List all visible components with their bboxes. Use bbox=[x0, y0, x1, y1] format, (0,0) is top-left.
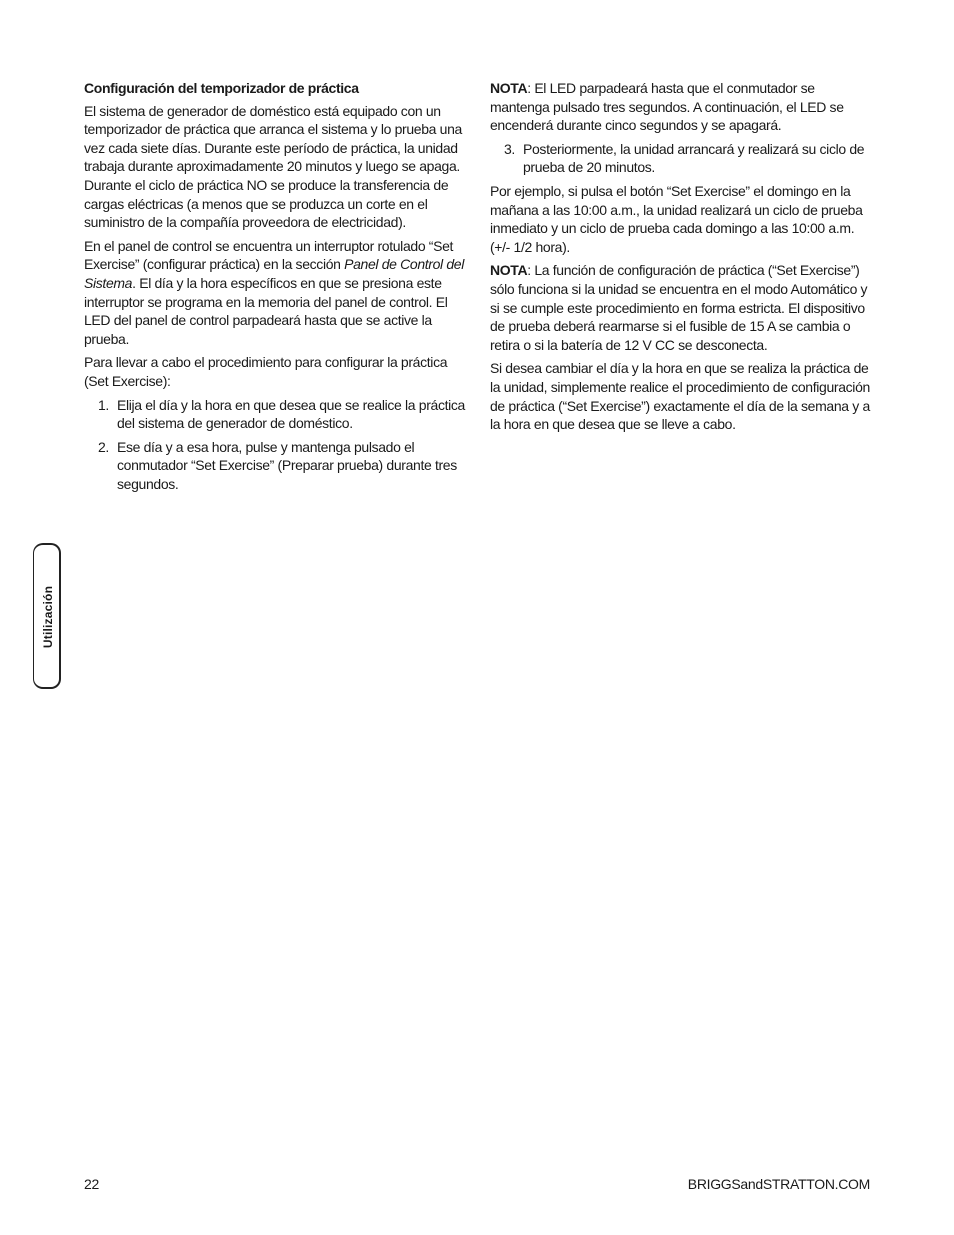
note-text: : La función de configuración de práctica (“Set Exercise”) sólo funciona si la unidad se encuentra en el modo Automático y si se cumple este procedimiento en forma estricta. El dispositivo de prueba deberá rearmarse si el fusible de 15 A se cambia o retira o si la batería de 12 V CC se desconecta. bbox=[490, 262, 868, 353]
step-number: 2. bbox=[98, 438, 109, 455]
note-label: NOTA bbox=[490, 80, 528, 96]
change-schedule-paragraph: Si desea cambiar el día y la hora en que se realiza la práctica de la unidad, simplemente realice el procedimiento de configuración de práctica (“Set Exercise”) exactamente el día de la semana y a la hora en que desea que se lleve a cabo. bbox=[490, 360, 870, 433]
procedure-intro-paragraph: Para llevar a cabo el procedimiento para configurar la práctica (Set Exercise): bbox=[84, 354, 448, 389]
note-led-paragraph bbox=[490, 79, 875, 135]
section-heading: Configuración del temporizador de práctica bbox=[84, 80, 359, 96]
step-number: 3. bbox=[504, 140, 515, 157]
side-tab-label: Utilización bbox=[41, 585, 55, 649]
step-text: Posteriormente, la unidad arrancará y realizará su ciclo de prueba de 20 minutos. bbox=[523, 140, 865, 176]
list-item bbox=[84, 438, 466, 494]
note-function-paragraph bbox=[490, 261, 875, 354]
left-column bbox=[84, 79, 466, 498]
list-item bbox=[490, 140, 875, 177]
step-text: Elija el día y la hora en que desea que se realice la práctica del sistema de generador de doméstico. bbox=[117, 396, 465, 432]
footer-website: BRIGGSandSTRATTON.COM bbox=[687, 1176, 870, 1192]
list-item bbox=[84, 396, 466, 433]
control-panel-text-a: En el panel de control se encuentra un interruptor rotulado “Set Exercise” (configurar práctica) en la sección bbox=[84, 237, 454, 273]
control-panel-paragraph bbox=[84, 237, 466, 349]
right-column bbox=[490, 79, 875, 439]
step-text: Ese día y a esa hora, pulse y mantenga pulsado el conmutador “Set Exercise” (Preparar prueba) durante tres segundos. bbox=[117, 438, 457, 492]
step-number: 1. bbox=[98, 396, 109, 413]
note-text: : El LED parpadeará hasta que el conmutador se mantenga pulsado tres segundos. A continuación, el LED se encenderá durante cinco segundos y se apagará. bbox=[490, 80, 844, 134]
control-panel-text-b: . El día y la hora específicos en que se presiona este interruptor se programa en la memoria del panel de control. El LED del panel de control parpadeará hasta que se active la prueba. bbox=[84, 274, 448, 347]
note-label: NOTA bbox=[490, 262, 528, 279]
example-paragraph: Por ejemplo, si pulsa el botón “Set Exercise” el domingo en la mañana a las 10:00 a.m., la unidad realizará un ciclo de prueba inmediato y un ciclo de prueba cada domingo a las 10:00 a.m. (+/- 1/2 hora). bbox=[490, 182, 863, 255]
page-number: 22 bbox=[84, 1176, 99, 1192]
intro-paragraph: El sistema de generador de doméstico está equipado con un temporizador de práctica que arranca el sistema y lo prueba una vez cada siete días. Durante este período de práctica, la unidad trabaja durante aproximadamente 20 minutos y luego se apaga. Durante el ciclo de práctica NO se produce la transferencia de cargas eléctricas (a menos que se produzca un corte en el suministro de la compañía proveedora de electricidad). bbox=[84, 102, 462, 231]
control-panel-section-ref: Panel de Control del Sistema bbox=[84, 256, 464, 291]
